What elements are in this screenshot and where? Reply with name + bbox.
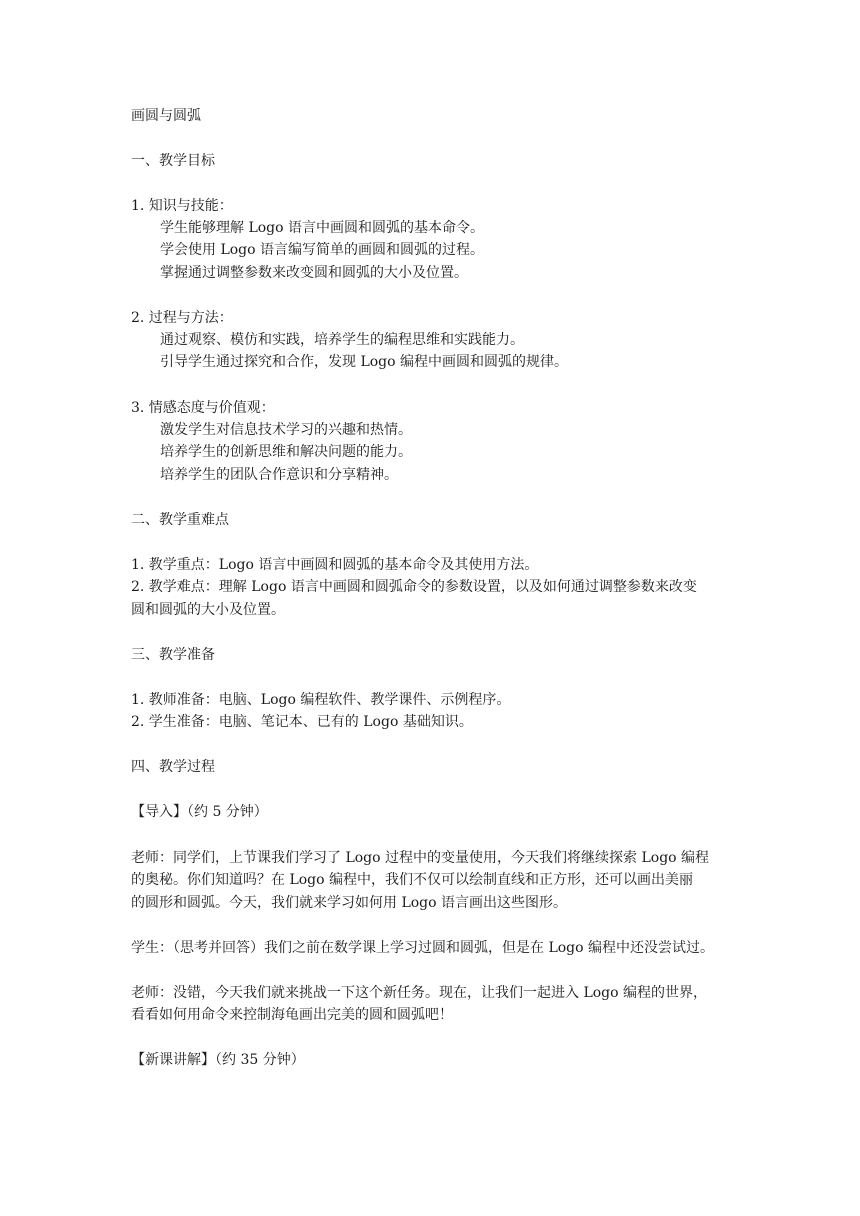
goal-attitude-item: 培养学生的创新思维和解决问题的能力。 (160, 444, 412, 460)
keypoint-item: 1. 教学重点：Logo 语言中画圆和圆弧的基本命令及其使用方法。 (131, 557, 539, 573)
dialogue-paragraph: 老师：没错，今天我们就来挑战一下这个新任务。现在，让我们一起进入 Logo 编程的世界， (131, 985, 708, 1001)
section-heading-goals: 一、教学目标 (131, 153, 215, 169)
keypoint-item: 2. 教学难点：理解 Logo 语言中画圆和圆弧命令的参数设置，以及如何通过调整参数来改变 (131, 579, 697, 595)
subheading-intro: 【导入】（约 5 分钟） (131, 804, 268, 820)
goal-knowledge-label: 1. 知识与技能： (131, 198, 233, 214)
dialogue-paragraph: 老师：同学们，上节课我们学习了 Logo 过程中的变量使用，今天我们将继续探索 Logo 编程 (131, 850, 710, 866)
dialogue-paragraph: 学生：（思考并回答）我们之前在数学课上学习过圆和圆弧，但是在 Logo 编程中还没尝试过。 (131, 940, 715, 956)
document-title: 画圆与圆弧 (131, 108, 201, 124)
goal-knowledge-item: 学生能够理解 Logo 语言中画圆和圆弧的基本命令。 (160, 220, 485, 236)
goal-process-label: 2. 过程与方法： (131, 310, 233, 326)
goal-attitude-item: 培养学生的团队合作意识和分享精神。 (160, 467, 398, 483)
prep-item: 2. 学生准备：电脑、笔记本、已有的 Logo 基础知识。 (131, 714, 473, 730)
goal-attitude-label: 3. 情感态度与价值观： (131, 400, 275, 416)
goal-process-item: 引导学生通过探究和合作，发现 Logo 编程中画圆和圆弧的规律。 (160, 354, 569, 370)
section-heading-process: 四、教学过程 (131, 759, 215, 775)
section-heading-prep: 三、教学准备 (131, 647, 215, 663)
keypoint-item-continued: 圆和圆弧的大小及位置。 (131, 602, 285, 618)
goal-attitude-item: 激发学生对信息技术学习的兴趣和热情。 (160, 422, 412, 438)
goal-knowledge-item: 掌握通过调整参数来改变圆和圆弧的大小及位置。 (160, 265, 468, 281)
prep-item: 1. 教师准备：电脑、Logo 编程软件、教学课件、示例程序。 (131, 692, 511, 708)
goal-knowledge-item: 学会使用 Logo 语言编写简单的画圆和圆弧的过程。 (160, 242, 485, 258)
subheading-new-lesson: 【新课讲解】（约 35 分钟） (131, 1052, 305, 1068)
dialogue-paragraph: 看看如何用命令来控制海龟画出完美的圆和圆弧吧！ (131, 1007, 453, 1023)
dialogue-paragraph: 的圆形和圆弧。今天，我们就来学习如何用 Logo 语言画出这些图形。 (131, 895, 568, 911)
dialogue-paragraph: 的奥秘。你们知道吗？在 Logo 编程中，我们不仅可以绘制直线和正方形，还可以画出美丽 (131, 872, 694, 888)
section-heading-keypoints: 二、教学重难点 (131, 512, 229, 528)
goal-process-item: 通过观察、模仿和实践，培养学生的编程思维和实践能力。 (160, 332, 524, 348)
